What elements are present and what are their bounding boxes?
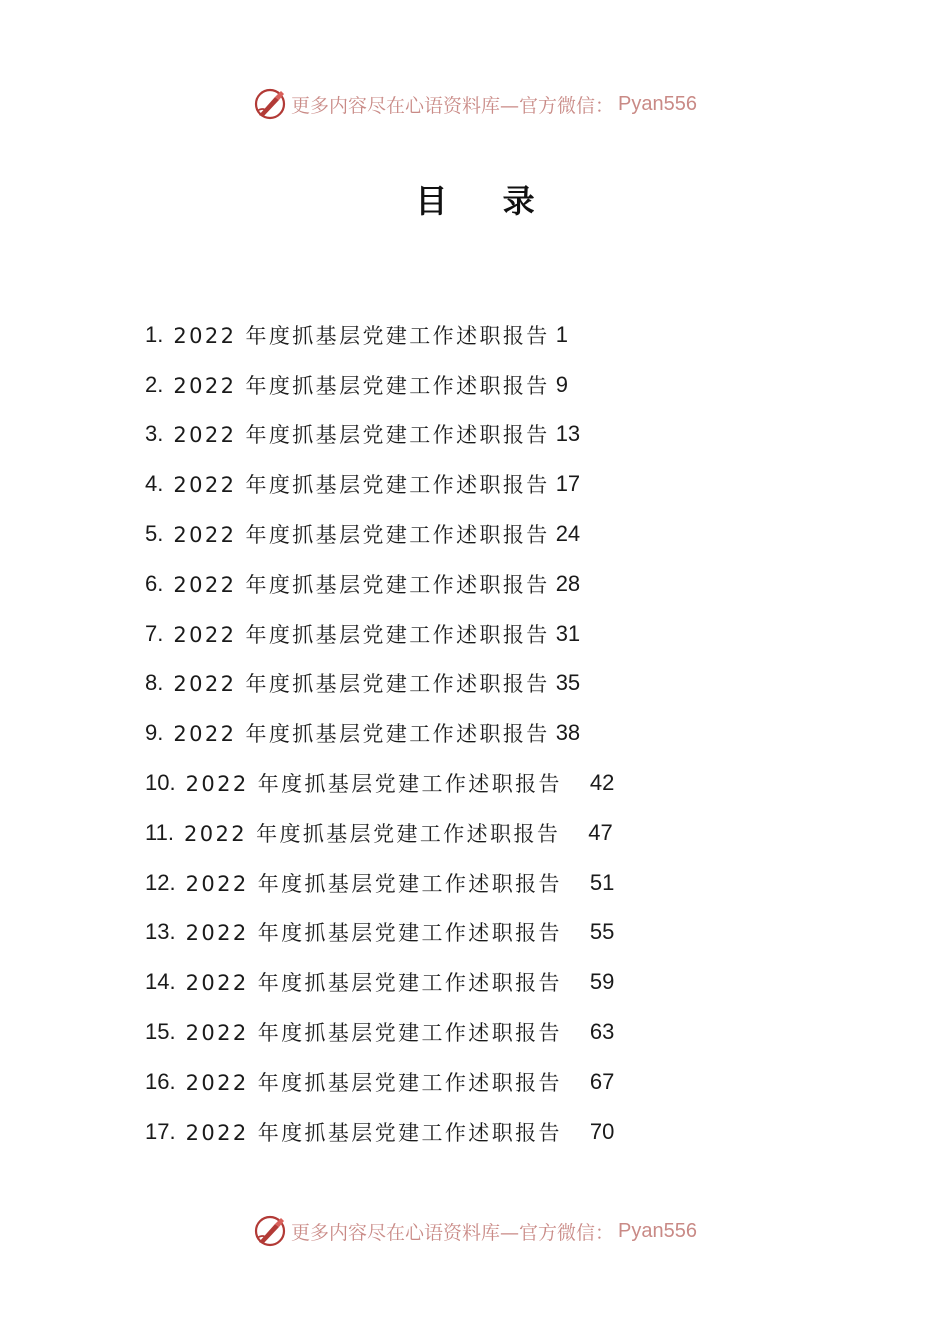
toc-entry-title: 2022 年度抓基层党建工作述职报告	[173, 423, 550, 448]
toc-entry-page: 51	[589, 869, 615, 895]
toc-entry[interactable]	[145, 1007, 845, 1057]
toc-entry-page: 42	[589, 770, 615, 796]
toc-entry-page: 13	[555, 421, 581, 447]
toc-entry-title: 2022 年度抓基层党建工作述职报告	[173, 622, 550, 647]
toc-entry-page: 67	[589, 1068, 615, 1094]
footer-watermark	[0, 1211, 950, 1251]
toc-entry-page: 31	[555, 620, 581, 646]
toc-entry-page: 17	[555, 471, 581, 497]
toc-entry[interactable]	[145, 708, 845, 758]
toc-entry-page: 24	[555, 521, 581, 547]
toc-entry-title: 2022 年度抓基层党建工作述职报告	[173, 473, 550, 498]
toc-entry-number: 15.	[145, 1019, 176, 1045]
toc-entry[interactable]	[145, 1107, 845, 1157]
toc-entry-title: 2022 年度抓基层党建工作述职报告	[185, 971, 562, 996]
toc-entry-title: 2022 年度抓基层党建工作述职报告	[173, 523, 550, 548]
toc-entry-title: 2022 年度抓基层党建工作述职报告	[173, 672, 550, 697]
toc-entry-number: 17.	[145, 1118, 176, 1144]
toc-entry-page: 9	[555, 371, 568, 397]
toc-entry-number: 10.	[145, 770, 176, 796]
toc-entry-title: 2022 年度抓基层党建工作述职报告	[185, 1120, 562, 1145]
toc-entry[interactable]	[145, 858, 845, 908]
watermark-text: 更多内容尽在心语资料库—官方微信：	[291, 94, 615, 117]
toc-entry-page: 1	[555, 321, 568, 347]
table-of-contents	[145, 310, 845, 1157]
toc-entry-number: 1.	[145, 321, 164, 347]
toc-entry-number: 9.	[145, 720, 164, 746]
toc-entry-number: 8.	[145, 670, 164, 696]
toc-entry-title: 2022 年度抓基层党建工作述职报告	[185, 772, 562, 797]
toc-entry-number: 11.	[145, 819, 174, 845]
toc-entry-title: 2022 年度抓基层党建工作述职报告	[185, 1021, 562, 1046]
toc-entry-number: 13.	[145, 919, 176, 945]
toc-entry-page: 28	[555, 570, 581, 596]
toc-entry-number: 5.	[145, 521, 164, 547]
toc-entry[interactable]	[145, 559, 845, 609]
watermark-id: Pyan556	[618, 92, 697, 115]
watermark-id: Pyan556	[618, 1219, 697, 1242]
toc-entry-number: 2.	[145, 371, 164, 397]
toc-entry-number: 16.	[145, 1068, 176, 1094]
toc-entry[interactable]	[145, 908, 845, 958]
toc-entry-page: 63	[589, 1019, 615, 1045]
toc-entry-title: 2022 年度抓基层党建工作述职报告	[173, 572, 550, 597]
watermark-text: 更多内容尽在心语资料库—官方微信：	[291, 1221, 615, 1244]
toc-entry[interactable]	[145, 509, 845, 559]
toc-entry[interactable]	[145, 459, 845, 509]
toc-entry-title: 2022 年度抓基层党建工作述职报告	[183, 821, 561, 846]
toc-entry-title: 2022 年度抓基层党建工作述职报告	[173, 323, 550, 348]
toc-entry-page: 70	[589, 1118, 615, 1144]
toc-entry-title: 2022 年度抓基层党建工作述职报告	[185, 921, 562, 946]
toc-entry-number: 14.	[145, 969, 176, 995]
toc-entry-number: 3.	[145, 421, 164, 447]
toc-entry-title: 2022 年度抓基层党建工作述职报告	[173, 373, 550, 398]
toc-entry-number: 4.	[145, 471, 164, 497]
toc-entry[interactable]	[145, 659, 845, 709]
toc-entry-number: 6.	[145, 570, 164, 596]
toc-entry-page: 59	[589, 969, 615, 995]
toc-entry[interactable]	[145, 410, 845, 460]
pen-logo-icon	[253, 87, 287, 121]
toc-entry[interactable]	[145, 310, 845, 360]
toc-entry-number: 7.	[145, 620, 164, 646]
pen-logo-icon	[253, 1214, 287, 1248]
toc-entry[interactable]	[145, 957, 845, 1007]
toc-entry-title: 2022 年度抓基层党建工作述职报告	[185, 1070, 562, 1095]
toc-entry-page: 35	[555, 670, 581, 696]
toc-entry-page: 55	[589, 919, 615, 945]
toc-entry-page: 38	[555, 720, 581, 746]
toc-entry[interactable]	[145, 808, 845, 858]
toc-entry[interactable]	[145, 1057, 845, 1107]
page-title: 目 录	[415, 182, 557, 220]
toc-entry[interactable]	[145, 609, 845, 659]
toc-entry-title: 2022 年度抓基层党建工作述职报告	[173, 722, 550, 747]
toc-entry[interactable]	[145, 360, 845, 410]
toc-entry-page: 47	[588, 819, 613, 845]
toc-entry[interactable]	[145, 758, 845, 808]
toc-entry-title: 2022 年度抓基层党建工作述职报告	[185, 871, 562, 896]
header-watermark	[0, 84, 950, 124]
toc-entry-number: 12.	[145, 869, 176, 895]
